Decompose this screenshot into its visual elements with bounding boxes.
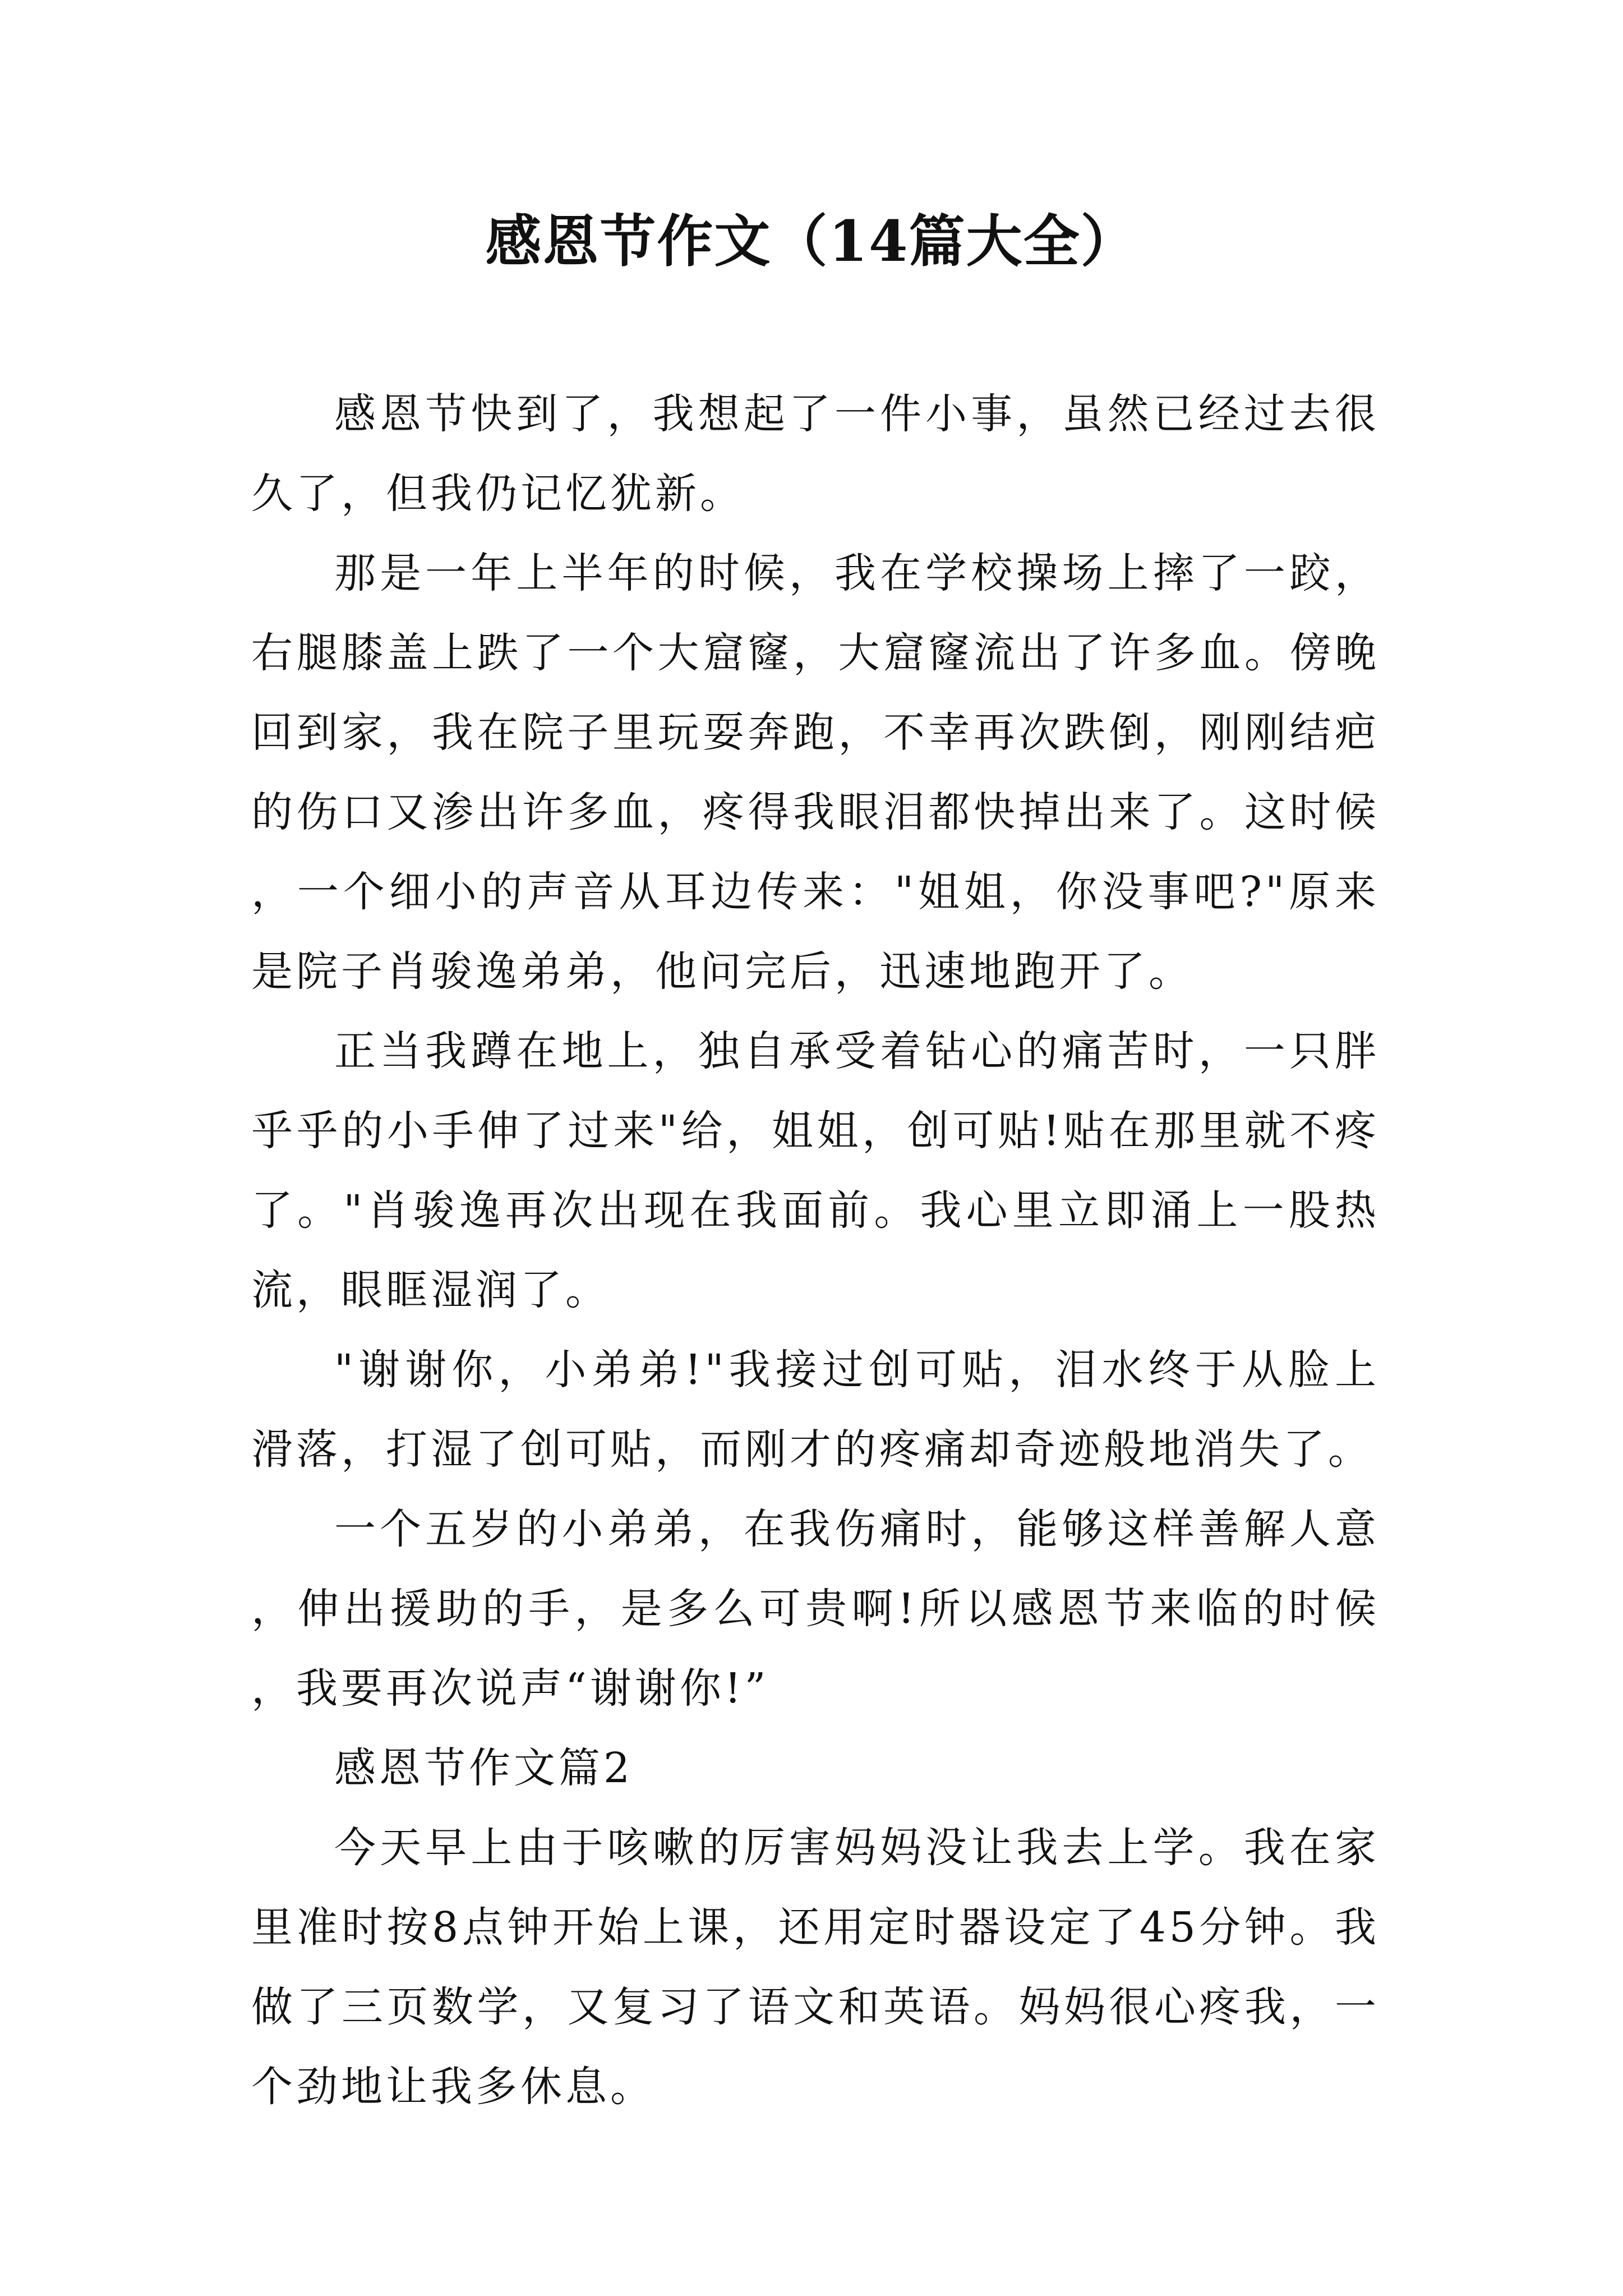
document-body xyxy=(251,374,1380,2127)
document-title: 感恩节作文（14篇大全） xyxy=(485,208,1138,274)
paragraph: 一个五岁的小弟弟，在我伤痛时，能够这样善解人意，伸出援助的手，是多么可贵啊!所以感恩节来临的时候，我要再次说声“谢谢你!” xyxy=(251,1505,1380,1713)
paragraph: 正当我蹲在地上，独自承受着钻心的痛苦时，一只胖乎乎的小手伸了过来"给，姐姐，创可贴!贴在那里就不疼了。"肖骏逸再次出现在我面前。我心里立即涌上一股热流，眼眶湿润了。 xyxy=(251,1027,1380,1314)
paragraph: 今天早上由于咳嗽的厉害妈妈没让我去上学。我在家里准时按8点钟开始上课，还用定时器设定了45分钟。我做了三页数学，又复习了语文和英语。妈妈很心疼我，一个劲地让我多休息。 xyxy=(251,1824,1380,2111)
paragraph: "谢谢你，小弟弟!"我接过创可贴，泪水终于从脸上滑落，打湿了创可贴，而刚才的疼痛却奇迹般地消失了。 xyxy=(251,1346,1380,1474)
paragraph: 那是一年上半年的时候，我在学校操场上摔了一跤，右腿膝盖上跌了一个大窟窿，大窟窿流出了许多血。傍晚回到家，我在院子里玩耍奔跑，不幸再次跌倒，刚刚结疤的伤口又渗出许多血，疼得我眼泪都快掉出来了。这时候，一个细小的声音从耳边传来："姐姐，你没事吧?"原来是院子肖骏逸弟弟，他问完后，迅速地跑开了。 xyxy=(251,549,1380,996)
paragraph: 感恩节快到了，我想起了一件小事，虽然已经过去很久了，但我仍记忆犹新。 xyxy=(251,390,1380,518)
section-heading: 感恩节作文篇2 xyxy=(334,1744,634,1792)
